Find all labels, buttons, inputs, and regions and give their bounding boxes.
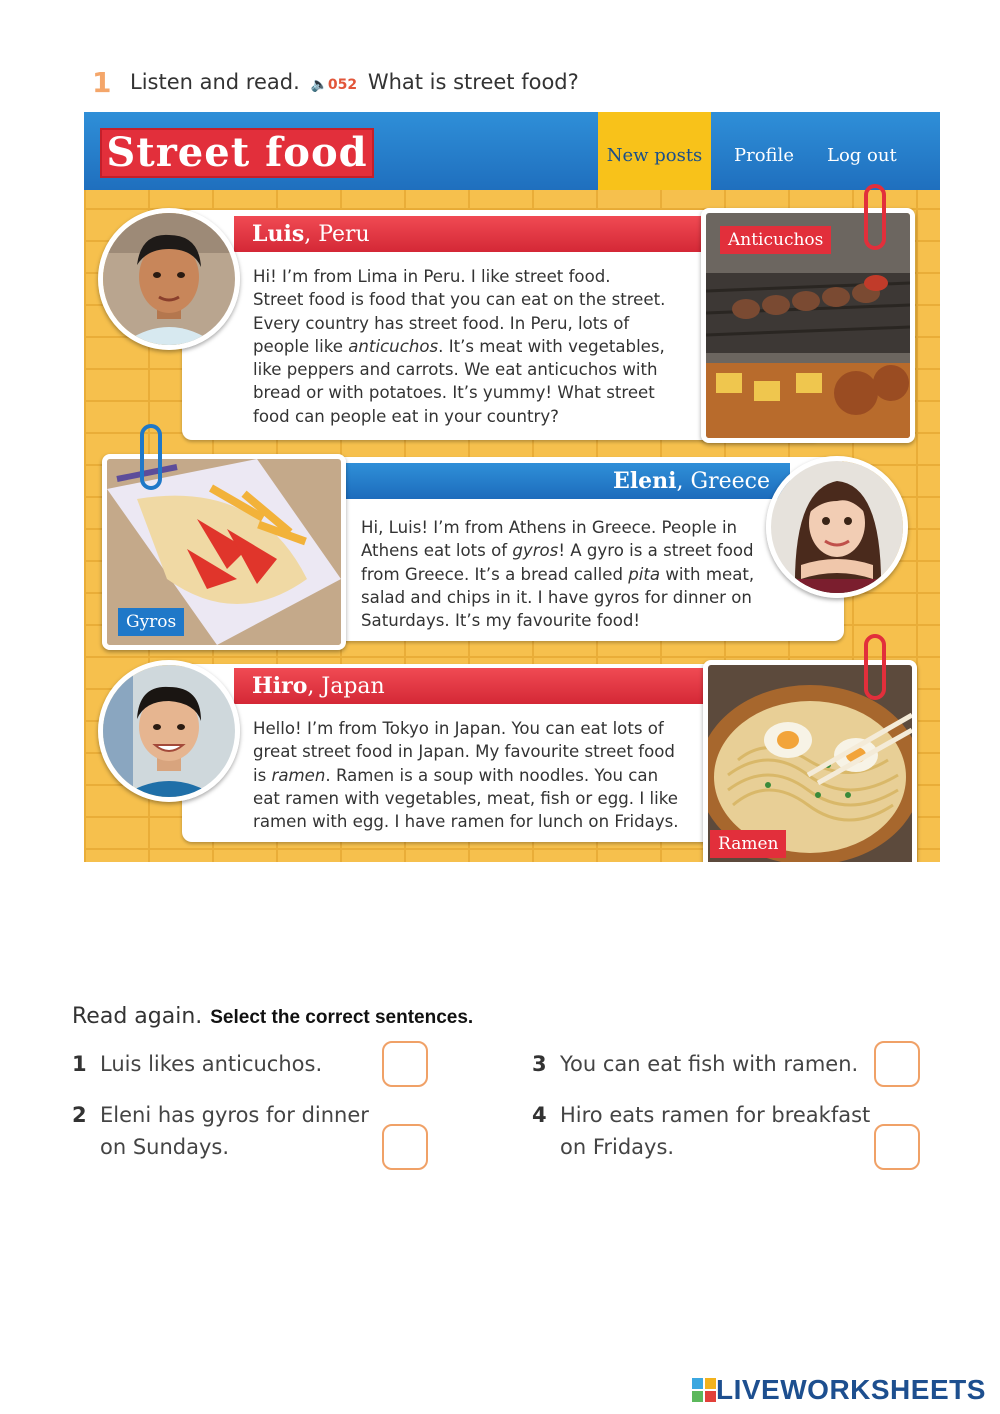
post-author-country: , Japan: [307, 674, 385, 699]
nav-new-posts[interactable]: New posts: [598, 112, 711, 190]
question-number: 1: [72, 1052, 87, 1076]
question-number: 3: [532, 1052, 547, 1076]
checkbox-question-2[interactable]: [382, 1124, 428, 1170]
checkbox-question-1[interactable]: [382, 1041, 428, 1087]
question-2: [72, 1099, 372, 1163]
task-heading: [72, 1004, 473, 1029]
post-header-eleni: [340, 463, 790, 499]
post-header-luis: [234, 216, 722, 252]
question-text: Eleni has gyros for dinner on Sundays.: [100, 1103, 369, 1159]
avatar-hiro: [98, 660, 240, 802]
audio-track[interactable]: 🔈052: [310, 77, 358, 93]
board-logo: Street food: [100, 128, 374, 178]
nav-log-out[interactable]: Log out: [827, 145, 897, 166]
photo-label-gyros: Gyros: [118, 608, 184, 636]
paperclip-icon: [864, 634, 886, 700]
question-text: You can eat fish with ramen.: [560, 1052, 859, 1076]
task-heading-text: Read again.: [72, 1004, 203, 1029]
avatar-eleni: [766, 456, 908, 598]
exercise-instruction-line: [130, 70, 579, 94]
exercise-question: What is street food?: [367, 70, 579, 94]
photo-label-anticuchos: Anticuchos: [720, 226, 831, 254]
question-number: 2: [72, 1103, 87, 1127]
avatar-luis: [98, 208, 240, 350]
question-text: Luis likes anticuchos.: [100, 1052, 323, 1076]
task-instruction: Select the correct sentences.: [210, 1007, 474, 1028]
question-text: Hiro eats ramen for breakfast on Fridays.: [560, 1103, 871, 1159]
post-author-name: Eleni: [613, 468, 677, 494]
paperclip-icon: [864, 184, 886, 250]
speaker-icon: 🔈: [310, 77, 328, 93]
question-4: [532, 1099, 871, 1163]
checkbox-question-3[interactable]: [874, 1041, 920, 1087]
question-number: 4: [532, 1103, 547, 1127]
exercise-number: 1: [92, 66, 112, 99]
liveworksheets-logo: [692, 1374, 986, 1406]
paperclip-icon: [140, 424, 162, 490]
checkbox-question-4[interactable]: [874, 1124, 920, 1170]
post-author-country: , Greece: [676, 469, 770, 494]
photo-label-ramen: Ramen: [710, 830, 786, 858]
post-author-name: Hiro: [252, 673, 308, 699]
post-author-name: Luis: [252, 221, 305, 247]
street-food-board: [84, 112, 940, 862]
post-text-eleni: Hi, Luis! I’m from Athens in Greece. People in Athens eat lots of gyros! A gyro is a street food from Greece. It’s a bread called pita with meat, salad and chips in it. I have gyros for dinner on Saturdays. It’s my favourite food!: [361, 518, 755, 631]
brand-name: LIVEWORKSHEETS: [716, 1374, 986, 1405]
post-text-luis: Hi! I’m from Lima in Peru. I like street food. Street food is food that you can eat on the street. Every country has street food. In Peru, lots of people like anticuchos. It’s meat with vegetables, like peppers and carrots. We eat anticuchos with bread or with potatoes. It’s yummy! What street food can people eat in your country?: [253, 267, 666, 426]
post-text-hiro: Hello! I’m from Tokyo in Japan. You can eat lots of great street food in Japan. My favourite street food is ramen. Ramen is a soup with noodles. You can eat ramen with vegetables, meat, fish or egg. I like ramen with egg. I have ramen for lunch on Fridays.: [253, 719, 679, 832]
nav-profile[interactable]: Profile: [734, 145, 794, 166]
liveworksheets-logo-icon: [692, 1378, 716, 1402]
post-header-hiro: [234, 668, 722, 704]
exercise-instruction: Listen and read.: [130, 70, 300, 94]
post-author-country: , Peru: [304, 222, 370, 247]
